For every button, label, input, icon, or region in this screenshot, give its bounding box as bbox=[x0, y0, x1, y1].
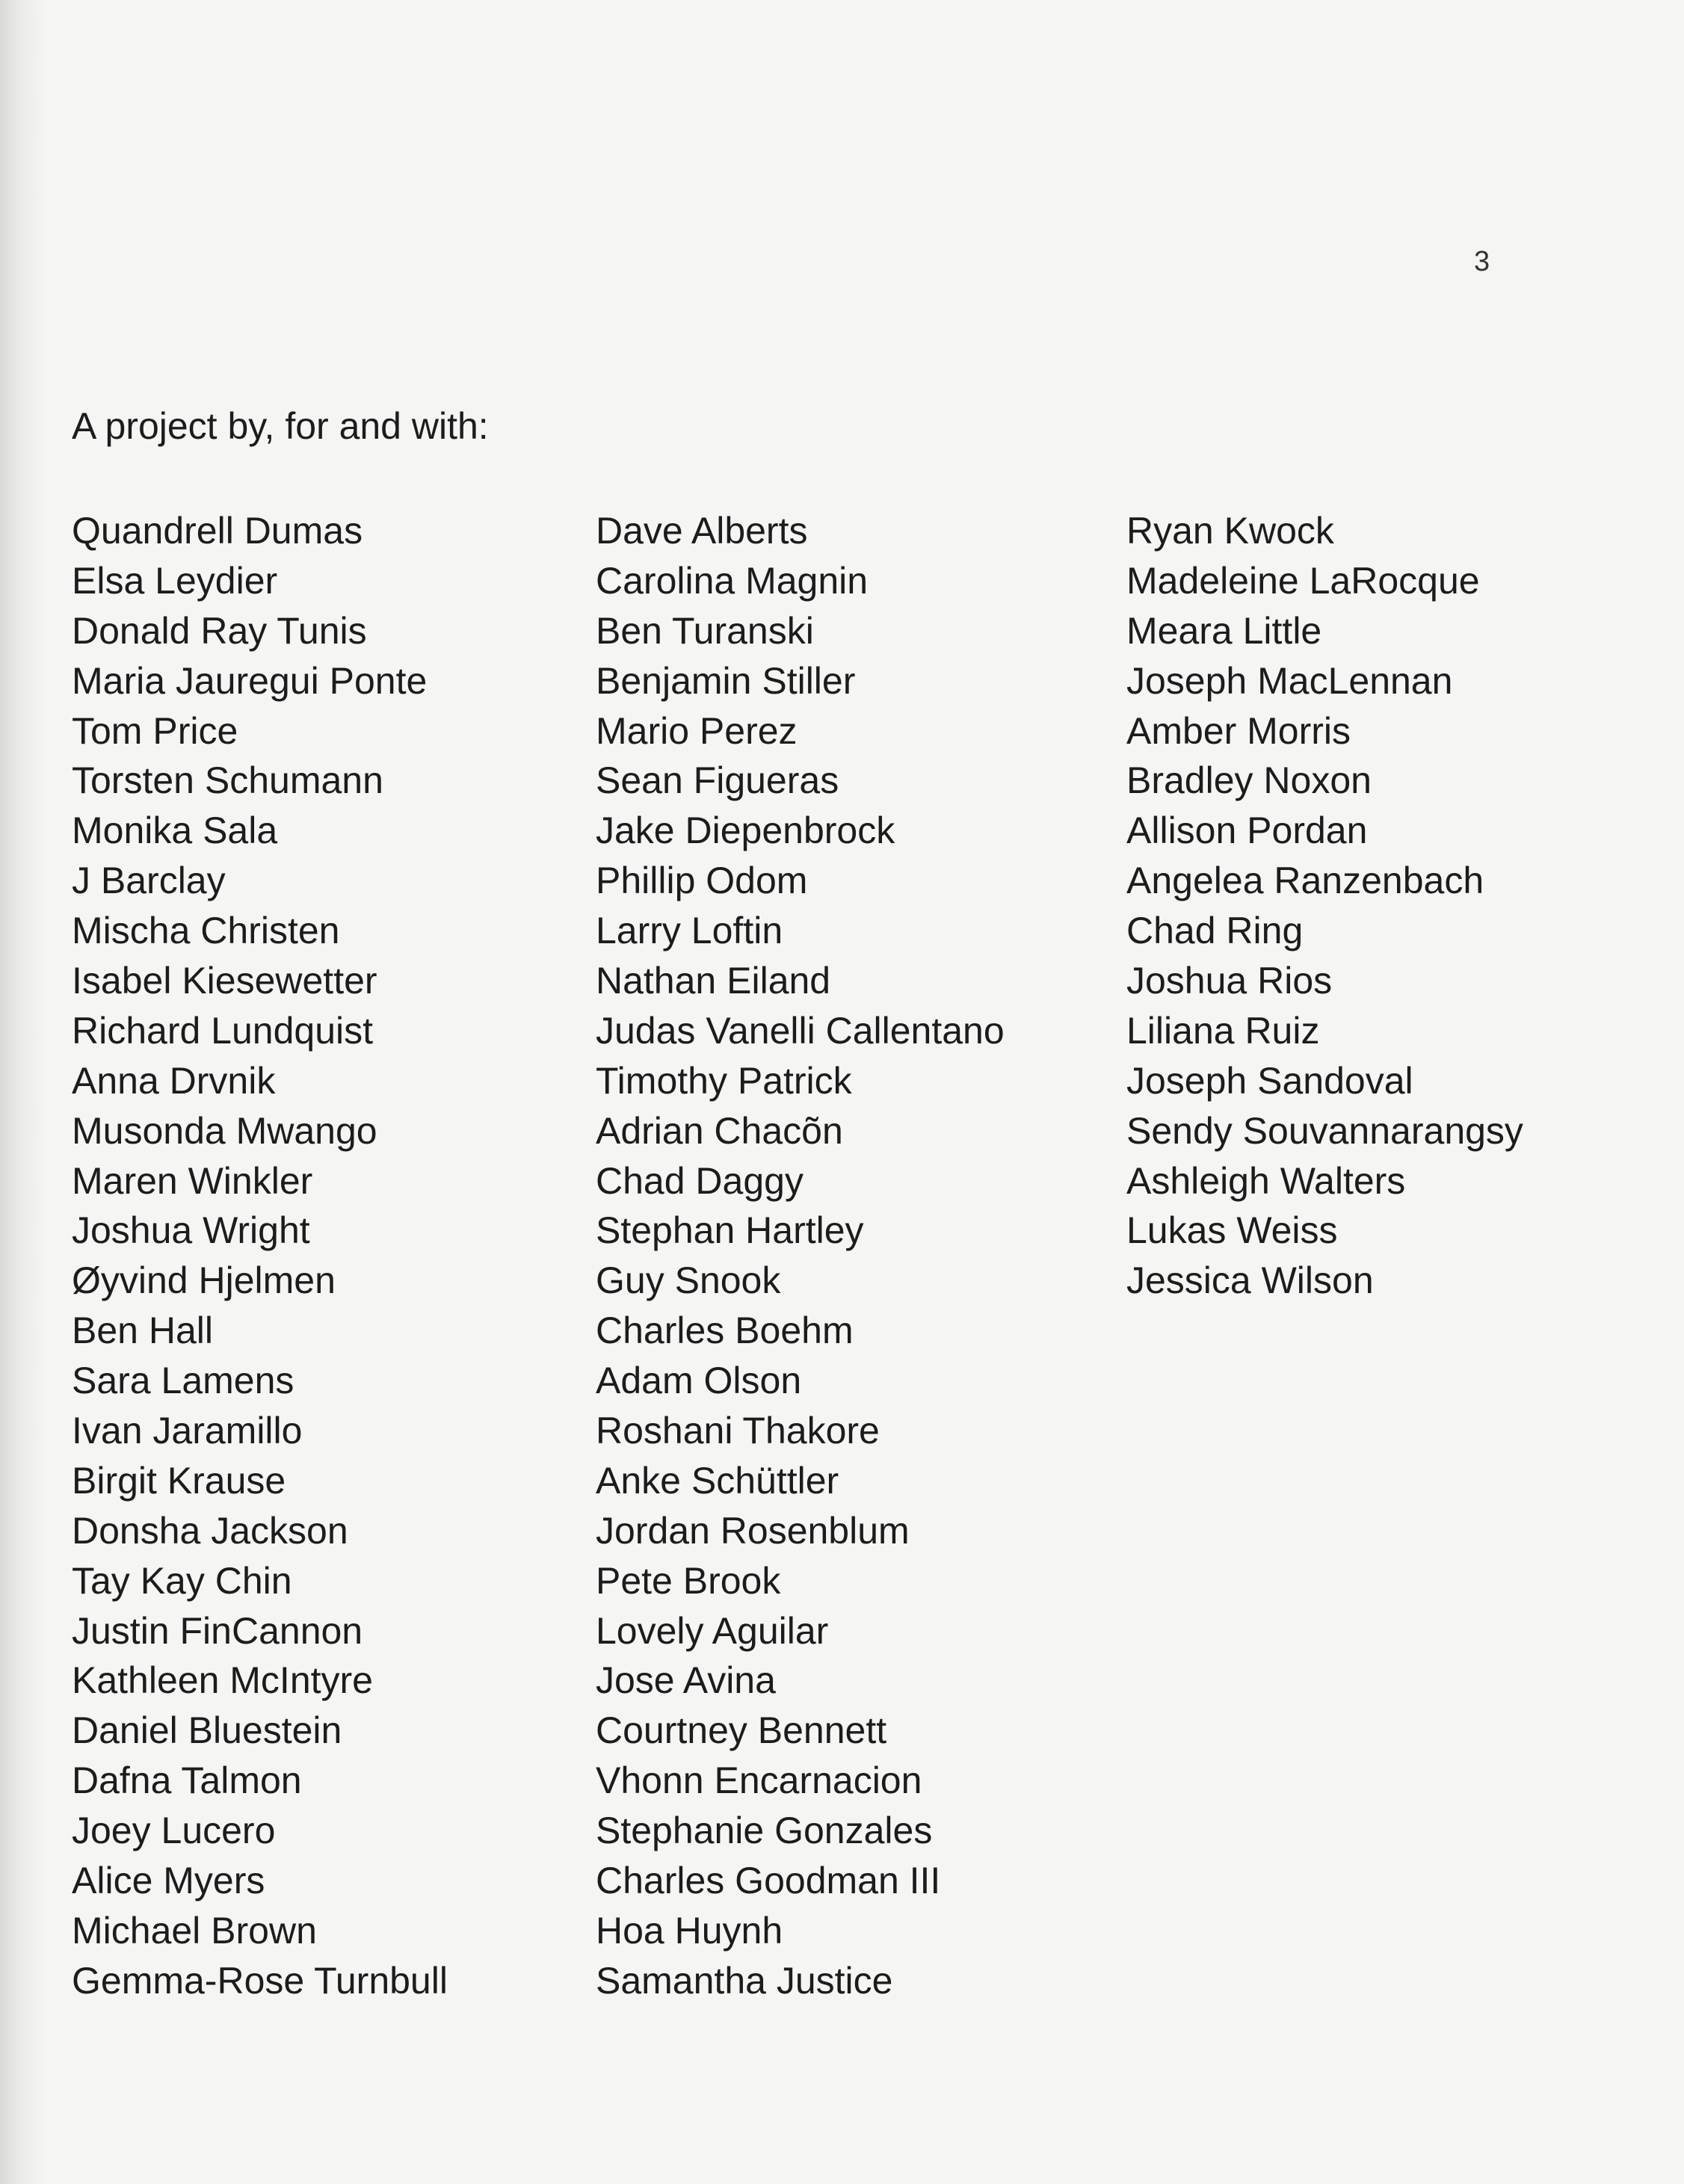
contributor-name: Ivan Jaramillo bbox=[72, 1410, 303, 1452]
contributor-name: Madeleine LaRocque bbox=[1126, 559, 1480, 602]
contributor-name: Amber Morris bbox=[1126, 709, 1351, 752]
page-number: 3 bbox=[1474, 246, 1490, 277]
contributor-name: Roshani Thakore bbox=[596, 1410, 880, 1452]
names-column-3 bbox=[1126, 506, 1523, 1306]
contributor-name: Donald Ray Tunis bbox=[72, 609, 367, 652]
contributor-name: Isabel Kiesewetter bbox=[72, 960, 377, 1002]
contributor-name: J Barclay bbox=[72, 860, 226, 902]
contributor-name: Joseph MacLennan bbox=[1126, 659, 1453, 702]
contributor-name: Tom Price bbox=[72, 709, 238, 752]
contributor-name: Monika Sala bbox=[72, 809, 278, 852]
contributor-name: Anke Schüttler bbox=[596, 1459, 839, 1502]
contributor-name: Daniel Bluestein bbox=[72, 1709, 342, 1752]
contributor-name: Alice Myers bbox=[72, 1860, 265, 1902]
contributor-name: Torsten Schumann bbox=[72, 759, 383, 802]
contributor-name: Ashleigh Walters bbox=[1126, 1159, 1406, 1202]
contributor-name: Liliana Ruiz bbox=[1126, 1009, 1320, 1052]
contributor-name: Ben Turanski bbox=[596, 609, 814, 652]
contributor-name: Charles Boehm bbox=[596, 1310, 854, 1352]
contributor-name: Courtney Bennett bbox=[596, 1709, 887, 1752]
contributor-name: Joshua Wright bbox=[72, 1209, 310, 1252]
contributor-name: Jordan Rosenblum bbox=[596, 1509, 910, 1552]
contributor-name: Øyvind Hjelmen bbox=[72, 1259, 336, 1302]
contributor-name: Sendy Souvannarangsy bbox=[1126, 1109, 1523, 1152]
contributor-name: Pete Brook bbox=[596, 1559, 781, 1602]
contributor-name: Nathan Eiland bbox=[596, 960, 831, 1002]
contributor-name: Ben Hall bbox=[72, 1310, 213, 1352]
contributor-name: Dave Alberts bbox=[596, 510, 808, 552]
contributor-name: Jose Avina bbox=[596, 1659, 776, 1702]
contributor-name: Richard Lundquist bbox=[72, 1009, 374, 1052]
contributor-name: Larry Loftin bbox=[596, 910, 783, 952]
contributor-name: Kathleen McIntyre bbox=[72, 1659, 373, 1702]
contributor-name: Michael Brown bbox=[72, 1909, 317, 1952]
contributor-name: Guy Snook bbox=[596, 1259, 781, 1302]
contributor-name: Tay Kay Chin bbox=[72, 1559, 292, 1602]
contributor-name: Ryan Kwock bbox=[1126, 510, 1334, 552]
contributor-name: Timothy Patrick bbox=[596, 1059, 852, 1102]
contributor-name: Dafna Talmon bbox=[72, 1759, 302, 1802]
contributor-name: Chad Ring bbox=[1126, 910, 1304, 952]
contributor-name: Maren Winkler bbox=[72, 1159, 313, 1202]
contributor-name: Sara Lamens bbox=[72, 1360, 294, 1402]
contributor-name: Adam Olson bbox=[596, 1360, 802, 1402]
contributor-name: Meara Little bbox=[1126, 609, 1322, 652]
contributor-name: Adrian Chacõn bbox=[596, 1109, 843, 1152]
contributor-name: Sean Figueras bbox=[596, 759, 839, 802]
contributor-name: Stephanie Gonzales bbox=[596, 1810, 933, 1852]
contributor-name: Joey Lucero bbox=[72, 1810, 276, 1852]
intro-heading: A project by, for and with: bbox=[72, 405, 489, 447]
contributor-name: Lukas Weiss bbox=[1126, 1209, 1338, 1252]
page-binding-shadow bbox=[0, 0, 45, 2184]
names-column-1 bbox=[72, 506, 448, 2006]
contributor-name: Lovely Aguilar bbox=[596, 1609, 829, 1652]
contributor-name: Carolina Magnin bbox=[596, 559, 869, 602]
contributor-name: Mischa Christen bbox=[72, 910, 340, 952]
contributor-name: Samantha Justice bbox=[596, 1959, 893, 2002]
contributor-name: Joshua Rios bbox=[1126, 960, 1333, 1002]
contributor-name: Joseph Sandoval bbox=[1126, 1059, 1413, 1102]
contributor-name: Birgit Krause bbox=[72, 1459, 286, 1502]
contributor-name: Donsha Jackson bbox=[72, 1509, 348, 1552]
contributor-name: Mario Perez bbox=[596, 709, 798, 752]
contributor-name: Bradley Noxon bbox=[1126, 759, 1372, 802]
contributor-name: Anna Drvnik bbox=[72, 1059, 276, 1102]
contributor-name: Judas Vanelli Callentano bbox=[596, 1009, 1005, 1052]
contributor-name: Angelea Ranzenbach bbox=[1126, 860, 1484, 902]
contributor-name: Vhonn Encarnacion bbox=[596, 1759, 922, 1802]
contributor-name: Jessica Wilson bbox=[1126, 1259, 1374, 1302]
contributor-name: Elsa Leydier bbox=[72, 559, 278, 602]
contributor-name: Chad Daggy bbox=[596, 1159, 804, 1202]
contributor-name: Stephan Hartley bbox=[596, 1209, 864, 1252]
contributor-name: Jake Diepenbrock bbox=[596, 809, 895, 852]
contributor-name: Allison Pordan bbox=[1126, 809, 1368, 852]
contributor-name: Maria Jauregui Ponte bbox=[72, 659, 428, 702]
names-column-2 bbox=[596, 506, 1005, 2006]
contributor-name: Musonda Mwango bbox=[72, 1109, 377, 1152]
contributor-name: Hoa Huynh bbox=[596, 1909, 783, 1952]
contributor-name: Quandrell Dumas bbox=[72, 510, 363, 552]
contributor-name: Justin FinCannon bbox=[72, 1609, 363, 1652]
contributor-name: Charles Goodman III bbox=[596, 1860, 941, 1902]
contributor-name: Phillip Odom bbox=[596, 860, 808, 902]
contributor-name: Benjamin Stiller bbox=[596, 659, 856, 702]
contributor-name: Gemma-Rose Turnbull bbox=[72, 1959, 448, 2002]
